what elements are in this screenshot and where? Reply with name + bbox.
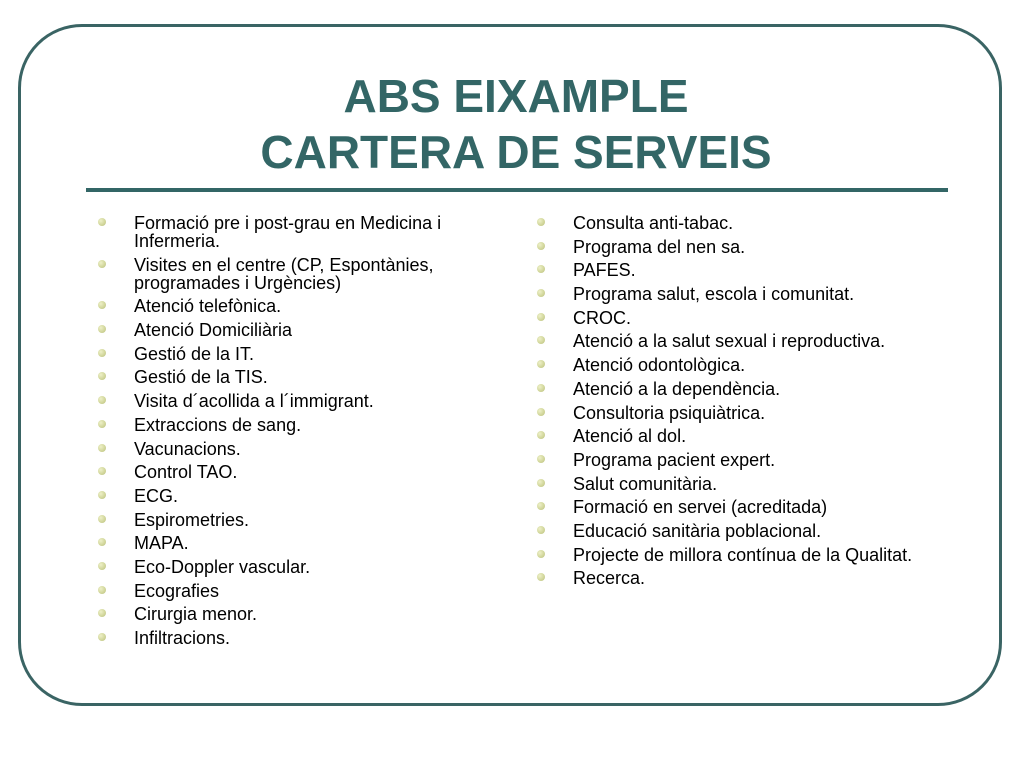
list-item-text: ECG. [134,485,179,506]
list-item [537,238,937,256]
list-item [98,629,498,647]
list-item [98,416,498,434]
list-item-text: Eco-Doppler vascular. [134,556,311,577]
bullet-icon [537,573,545,581]
bullet-icon [98,349,106,357]
bullet-icon [98,301,106,309]
list-item-text: Atenció a la salut sexual i reproductiva. [573,331,886,352]
bullet-icon [537,502,545,510]
list-item [537,404,937,422]
list-item-text: Infiltracions. [134,628,231,648]
list-item-text: Programa salut, escola i comunitat. [573,284,855,305]
list-item [98,487,498,505]
bullet-icon [537,408,545,416]
list-item-text: Atenció odontològica. [573,355,746,376]
list-item-text: CROC. [573,307,631,328]
list-item [98,392,498,410]
bullet-icon [98,491,106,499]
list-item [98,297,498,315]
list-item [537,214,937,232]
list-item [537,475,937,493]
list-item [98,214,498,250]
bullet-icon [537,384,545,392]
list-item [537,522,937,540]
bullet-icon [537,550,545,558]
bullet-icon [98,218,106,226]
list-item-text: Ecografies [134,580,220,601]
list-item-text: Control TAO. [134,462,238,483]
bullet-icon [98,420,106,428]
list-item-text: Atenció telefònica. [134,296,282,317]
bullet-icon [98,260,106,268]
list-item [98,582,498,600]
list-item-text: Vacunacions. [134,438,241,459]
bullet-icon [537,289,545,297]
list-item [537,380,937,398]
list-item-text: Atenció Domiciliària [134,320,293,341]
list-item [98,534,498,552]
bullet-icon [98,538,106,546]
bullet-icon [98,325,106,333]
bullet-icon [98,609,106,617]
bullet-icon [98,633,106,641]
bullet-icon [98,444,106,452]
list-item [537,451,937,469]
list-item-text: Cirurgia menor. [134,604,258,625]
title-divider [86,188,948,192]
list-item-text: Atenció al dol. [573,426,687,447]
bullet-icon [537,242,545,250]
title-line-1: ABS EIXAMPLE [343,70,689,122]
list-item-text: Salut comunitària. [573,473,718,494]
list-item-text: Atenció a la dependència. [573,378,781,399]
list-item-text: Consulta anti-tabac. [573,213,734,233]
list-item [98,368,498,386]
bullet-icon [98,562,106,570]
list-item-text: Projecte de millora contínua de la Qualitat. [573,544,913,565]
list-item [537,427,937,445]
list-item-text: PAFES. [573,260,636,281]
list-item [537,332,937,350]
title-line-2: CARTERA DE SERVEIS [260,126,772,178]
list-item-text: Programa del nen sa. [573,236,746,257]
bullet-icon [537,336,545,344]
bullet-icon [537,431,545,439]
bullet-icon [98,396,106,404]
list-item [537,309,937,327]
bullet-icon [537,526,545,534]
list-item-text: Programa pacient expert. [573,449,776,470]
list-item-text: Formació pre i post-grau en Medicina i Infermeria. [134,213,442,251]
list-item [98,440,498,458]
list-item-text: Gestió de la TIS. [134,367,268,388]
list-item [537,498,937,516]
list-item-text: Recerca. [573,568,646,589]
list-item [98,345,498,363]
bullet-icon [537,479,545,487]
list-item [98,511,498,529]
left-service-list [98,214,498,653]
list-item-text: Visita d´acollida a l´immigrant. [134,391,374,412]
list-item-text: Visites en el centre (CP, Espontànies, programades i Urgències) [134,254,434,293]
list-item-text: Formació en servei (acreditada) [573,497,828,518]
list-item-text: Consultoria psiquiàtrica. [573,402,766,423]
bullet-icon [537,265,545,273]
bullet-icon [537,313,545,321]
list-item [537,285,937,303]
list-item [537,546,937,564]
list-item-text: Gestió de la IT. [134,343,255,364]
right-service-list [537,214,937,593]
list-item [98,558,498,576]
list-item-text: Educació sanitària poblacional. [573,520,822,541]
list-item-text: Extraccions de sang. [134,414,302,435]
list-item [98,321,498,339]
list-item [98,605,498,623]
slide-title [86,68,946,180]
list-item [537,569,937,587]
bullet-icon [98,586,106,594]
list-item [537,356,937,374]
bullet-icon [98,515,106,523]
list-item [98,256,498,292]
bullet-icon [537,360,545,368]
list-item [98,463,498,481]
bullet-icon [537,455,545,463]
bullet-icon [98,372,106,380]
bullet-icon [98,467,106,475]
list-item-text: MAPA. [134,533,189,554]
bullet-icon [537,218,545,226]
list-item [537,261,937,279]
list-item-text: Espirometries. [134,509,250,530]
